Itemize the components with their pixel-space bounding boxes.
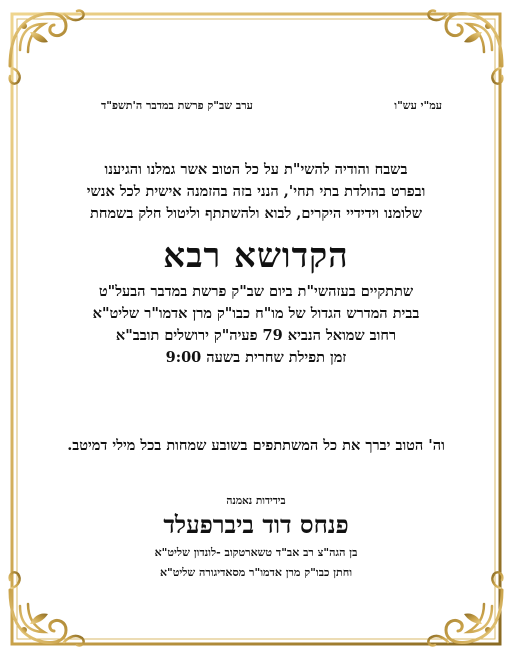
detail-line: רחוב שמואל הנביא 79 פעיה"ק ירושלים תובב"א: [115, 327, 397, 344]
invitation-paragraph: [40, 159, 472, 225]
header-right-text: עמ"י עש"ו: [394, 99, 442, 112]
signoff-friendship: בידידות נאמנה: [226, 495, 286, 507]
invitation-line: שלומנו וידידיי היקרים, לבוא ולהשתתף וליטול חלק בשמחת: [90, 205, 422, 222]
event-details: [40, 281, 472, 369]
signature-subtitle: וחתן כבו"ק מרן אדמו"ר מסאדיגורה שליט"א: [159, 566, 353, 579]
detail-line: בבית המדרש הגדול של מו"ח כבו"ק מרן אדמו"ר שליט"א: [92, 305, 420, 322]
event-headline: הקדושא רבא: [163, 236, 349, 276]
detail-line: זמן תפילת שחרית בשעה 9:00: [165, 349, 347, 366]
header-left-date: ערב שב"ק פרשת במדבר ה'תשפ"ד: [101, 99, 253, 112]
blessing-text: וה' הטוב יברך את כל המשתתפים בשובע שמחות בכל מילי דמיטב.: [67, 437, 445, 454]
invitation-line: ובפרט בהולדת בתי תחי', הנני בזה בהזמנה אישית לכל אנשי: [86, 183, 426, 200]
invitation-line: בשבח והודיה להשי"ת על כל הטוב אשר גמלנו והגיענו: [104, 161, 408, 178]
detail-line: שתתקיים בעזהשי"ת ביום שב"ק פרשת במדבר הבעל"ט: [98, 283, 414, 300]
signature-name: פנחס דוד ביברפעלד: [163, 510, 349, 539]
signature-subtitle: בן הגה"צ רב אב"ד טשארטקוב -לונדון שליט"א: [154, 546, 358, 559]
